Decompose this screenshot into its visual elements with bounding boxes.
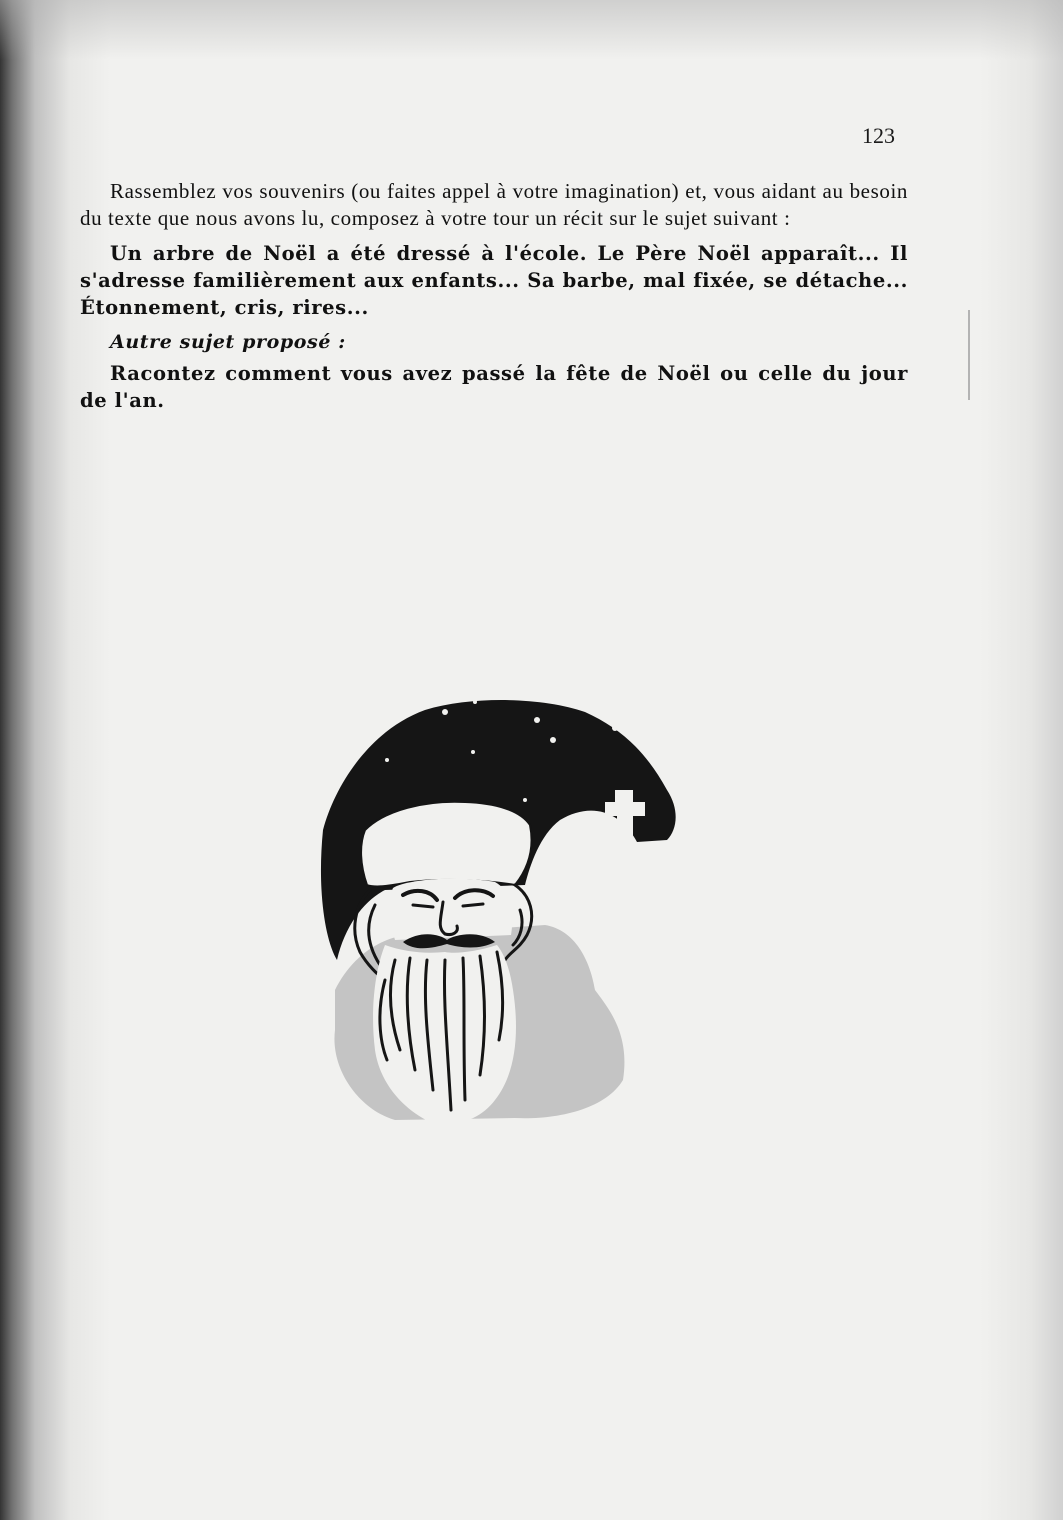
intro-paragraph: Rassemblez vos souvenirs (ou faites appel à votre imagination) et, vous aidant au besoin du texte que nous avons lu, composez à votre tour un récit sur le sujet suivant : — [80, 179, 908, 230]
alt-subject-paragraph: Racontez comment vous avez passé la fête de Noël ou celle du jour de l'an. — [80, 362, 908, 412]
page-number: 123 — [862, 123, 895, 148]
subject-paragraph: Un arbre de Noël a été dressé à l'école. Le Père Noël apparaît... Il s'adresse familièrement aux enfants... Sa barbe, mal fixée, se détache... Étonnement, cris, rires... — [80, 242, 908, 319]
margin-mark — [968, 310, 970, 400]
page-top-shadow — [0, 0, 1063, 60]
alt-subject-heading: Autre sujet proposé : — [110, 331, 346, 353]
face-shape — [389, 879, 512, 940]
hat-fur-trim — [361, 802, 531, 887]
santa-claus-illustration — [315, 690, 695, 1130]
exercise-text — [80, 178, 908, 422]
